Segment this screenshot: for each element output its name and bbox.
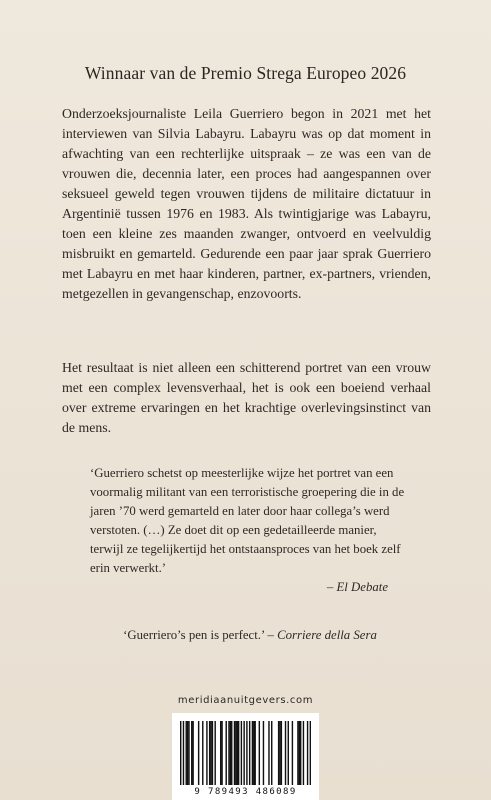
barcode-bar	[292, 721, 293, 785]
isbn-number: 9 789493 486089	[194, 787, 297, 797]
barcode-bar	[254, 721, 255, 785]
barcode-bar	[241, 721, 242, 785]
barcode-bar	[221, 721, 222, 785]
barcode-bar	[202, 721, 203, 785]
barcode-bar	[230, 721, 231, 785]
barcode-bar	[243, 721, 244, 785]
barcode-bar	[268, 721, 269, 785]
barcode-bar	[299, 721, 300, 785]
barcode-bar	[253, 721, 254, 785]
barcode-bar	[263, 721, 264, 785]
barcode-bar	[180, 721, 181, 785]
barcode-bar	[206, 721, 207, 785]
synopsis-paragraph-1: Onderzoeksjournaliste Leila Guerriero begon in 2021 met het interviewen van Silvia Labayru. Labayru was op dat moment in afwachting van een rechterlijke uitspraak – ze was een van de vrouwen die, decennia later, een proces had aangespannen over seksueel geweld tegen vrouwen tijdens de militaire dictatuur in Argentinië tussen 1976 en 1983. Als twintigjarige was Labayru, toen een kleine zes maanden zwanger, ontvoerd en veelvuldig misbruikt en gemarteld. Gedurende een paar jaar sprak Guerriero met Labayru en met haar kinderen, partner, ex-partners, vrienden, metgezellen in gevangenschap, enzovoorts.	[62, 106, 431, 301]
barcode-bar	[226, 721, 227, 785]
publisher-website: meridiaanuitgevers.com	[177, 695, 314, 706]
barcode-bar	[235, 721, 236, 785]
quote-text: ‘Guerriero’s pen is perfect.’	[123, 628, 268, 642]
barcode-bar	[234, 721, 235, 785]
barcode-bar	[310, 721, 311, 785]
barcode-bar	[198, 721, 199, 785]
synopsis-paragraph-2: Het resultaat is niet alleen een schitterend portret van een vrouw met een complex levensverhaal, het is ook een boeiend verhaal over extreme ervaringen en het krachtige overlevingsinstinct van de mens.	[62, 360, 431, 435]
barcode-bar	[192, 721, 193, 785]
isbn-barcode	[172, 713, 319, 800]
barcode-bar	[303, 721, 304, 785]
barcode-bar	[210, 721, 211, 785]
quote-source: El Debate	[336, 580, 388, 594]
barcode-bar	[237, 721, 238, 785]
barcode-bar	[187, 721, 188, 785]
barcode-bar	[249, 721, 250, 785]
barcode-bar	[252, 721, 253, 785]
barcode-bar	[209, 721, 210, 785]
barcode-bar	[297, 721, 298, 785]
barcode-bar	[307, 721, 308, 785]
quote-dash: –	[326, 580, 337, 594]
barcode-bar	[228, 721, 229, 785]
barcode-bar	[246, 721, 247, 785]
barcode-bar	[271, 721, 272, 785]
barcode-bar	[300, 721, 301, 785]
barcode-bar	[259, 721, 260, 785]
barcode-bar	[186, 721, 187, 785]
barcode-bar	[238, 721, 239, 785]
barcode-bar	[278, 721, 279, 785]
barcode-bar	[212, 721, 213, 785]
barcode-bars	[180, 721, 311, 785]
barcode-bar	[191, 721, 192, 785]
barcode-bar	[214, 721, 215, 785]
barcode-bar	[281, 721, 282, 785]
quote-source: Corriere della Sera	[277, 628, 377, 642]
barcode-bar	[288, 721, 289, 785]
barcode-bar	[220, 721, 221, 785]
barcode-bar	[231, 721, 232, 785]
review-quote-corriere	[80, 626, 420, 645]
quote-attribution	[90, 578, 406, 597]
barcode-bar	[188, 721, 189, 785]
barcode-bar	[279, 721, 280, 785]
review-quote-el-debate	[90, 464, 406, 597]
barcode-bar	[285, 721, 286, 785]
award-heading: Winnaar van de Premio Strega Europeo 2026	[84, 63, 407, 83]
quote-text: ‘Guerriero schetst op meesterlijke wijze het portret van een voormalig militant van een terroristische groepering die in de jaren ’70 werd gemarteld en later door haar collega’s werd verstoten. (…) Ze doet dit op een gedetailleerde manier, terwijl ze tegelijkertijd het ontstaansproces van het boek zelf erin verwerkt.’	[90, 466, 405, 575]
quote-dash: –	[267, 628, 278, 642]
barcode-bar	[183, 721, 184, 785]
